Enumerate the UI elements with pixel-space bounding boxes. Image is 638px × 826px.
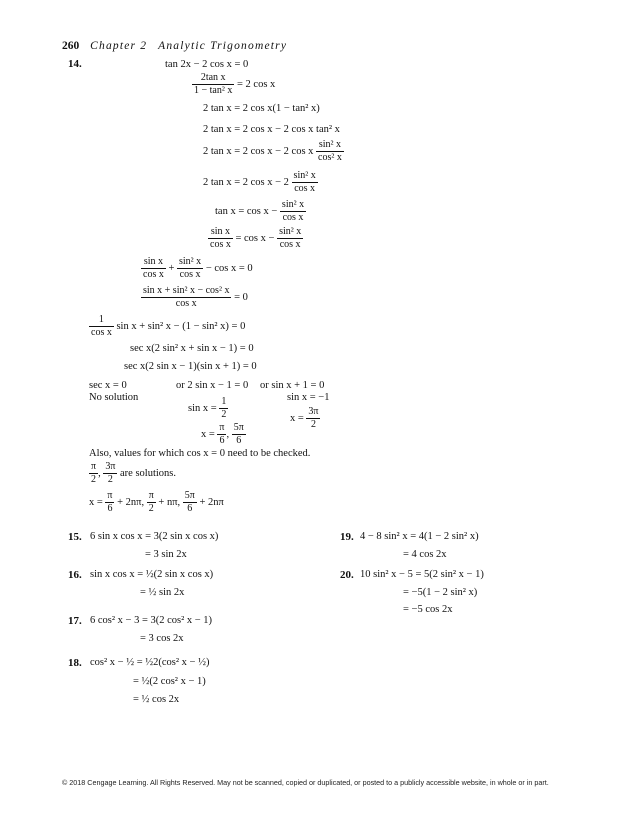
p14-final-answer: x = $\frac{\pi}{6}$ + 2nπ, $\frac{\pi}{2}$ + nπ, $\frac{5\pi}{6}$ + 2nπ (89, 490, 224, 514)
p17-line-1: 6 cos² x − 3 = 3(2 cos² x − 1) (90, 615, 213, 626)
p14-line-12: sec x(2 sin² x + sin x − 1) = 0 (130, 343, 254, 354)
chapter-title: Analytic Trigonometry (158, 40, 288, 52)
p20-line-2: = −5(1 − 2 sin² x) (403, 587, 478, 598)
p19-line-1: 4 − 8 sin² x = 4(1 − 2 sin² x) (360, 531, 479, 542)
p14-line-11: $\frac{1}{\text{cos x}}$ sin x + sin² x − (1 − sin² x) = 0 (91, 314, 246, 338)
p14-sin-half: sin x = $\frac{1}{2}$ (188, 396, 227, 420)
p14-line-3: 2 tan x = 2 cos x(1 − tan² x) (203, 103, 320, 114)
p14-no-solution: No solution (89, 392, 139, 403)
p14-line-2: $\frac{\text{2tan x}}{\text{1 − tan² x}}$ = 2 cos x (194, 72, 276, 96)
problem-20-number: 20. (340, 569, 354, 581)
p18-line-2: = ½(2 cos² x − 1) (133, 676, 206, 687)
p20-line-1: 10 sin² x − 5 = 5(2 sin² x − 1) (360, 569, 484, 580)
p14-case-sin-neg: or sin x + 1 = 0 (260, 380, 325, 391)
chapter-label: Chapter 2 (90, 40, 148, 52)
p14-line-4: 2 tan x = 2 cos x − 2 cos x tan² x (203, 124, 340, 135)
problem-19-number: 19. (340, 531, 354, 543)
p15-line-2: = 3 sin 2x (145, 549, 187, 560)
problem-14-number: 14. (68, 58, 82, 70)
problem-15-number: 15. (68, 531, 82, 543)
p14-line-10: $\frac{\text{sin x + sin² x − cos² x}}{\text{cos x}}$ = 0 (143, 285, 248, 309)
p18-line-1: cos² x − ½ = ½2(cos² x − ½) (90, 657, 210, 668)
p15-line-1: 6 sin x cos x = 3(2 sin x cos x) (90, 531, 219, 542)
p14-case-sin-half: or 2 sin x − 1 = 0 (176, 380, 249, 391)
p14-solutions-note: $\frac{\pi}{2}$ , $\frac{3\pi}{2}$ are solutions. (91, 461, 176, 485)
p14-x-3pi2: x = $\frac{3\pi}{2}$ (290, 406, 319, 430)
p14-x-pi6: x = $\frac{\pi}{6}$ , $\frac{5\pi}{6}$ (201, 422, 244, 446)
p17-line-2: = 3 cos 2x (140, 633, 184, 644)
p14-line-7: tan x = cos x − $\frac{\text{sin² x}}{\text{cos x}}$ (215, 199, 305, 223)
problem-18-number: 18. (68, 657, 82, 669)
p14-line-1: tan 2x − 2 cos x = 0 (165, 59, 249, 70)
problem-16-number: 16. (68, 569, 82, 581)
problem-17-number: 17. (68, 615, 82, 627)
p14-line-5: 2 tan x = 2 cos x − 2 cos x $\frac{\text{sin² x}}{\text{cos² x}}$ (203, 139, 342, 163)
p14-sin-neg-one: sin x = −1 (287, 392, 330, 403)
p14-case-sec: sec x = 0 (89, 380, 127, 391)
p14-line-13: sec x(2 sin x − 1)(sin x + 1) = 0 (124, 361, 257, 372)
p16-line-1: sin x cos x = ½(2 sin x cos x) (90, 569, 214, 580)
page-number: 260 (62, 40, 80, 52)
p16-line-2: = ½ sin 2x (140, 587, 185, 598)
copyright-footer: © 2018 Cengage Learning. All Rights Reserved. May not be scanned, copied or duplicated, or posted to a publicly accessible website, in whole or in part. (62, 778, 549, 787)
p18-line-3: = ½ cos 2x (133, 694, 180, 705)
p14-line-8: $\frac{\text{sin x}}{\text{cos x}}$ = cos x − $\frac{\text{sin² x}}{\text{cos x}}$ (210, 226, 302, 250)
p14-line-9: $\frac{\text{sin x}}{\text{cos x}}$ + $\frac{\text{sin² x}}{\text{cos x}}$ − cos x = 0 (143, 256, 253, 280)
p14-line-6: 2 tan x = 2 cos x − 2 $\frac{\text{sin² x}}{\text{cos x}}$ (203, 170, 316, 194)
p14-also-note: Also, values for which cos x = 0 need to be checked. (89, 448, 311, 459)
page-header (62, 40, 287, 52)
p20-line-3: = −5 cos 2x (403, 604, 453, 615)
p19-line-2: = 4 cos 2x (403, 549, 447, 560)
